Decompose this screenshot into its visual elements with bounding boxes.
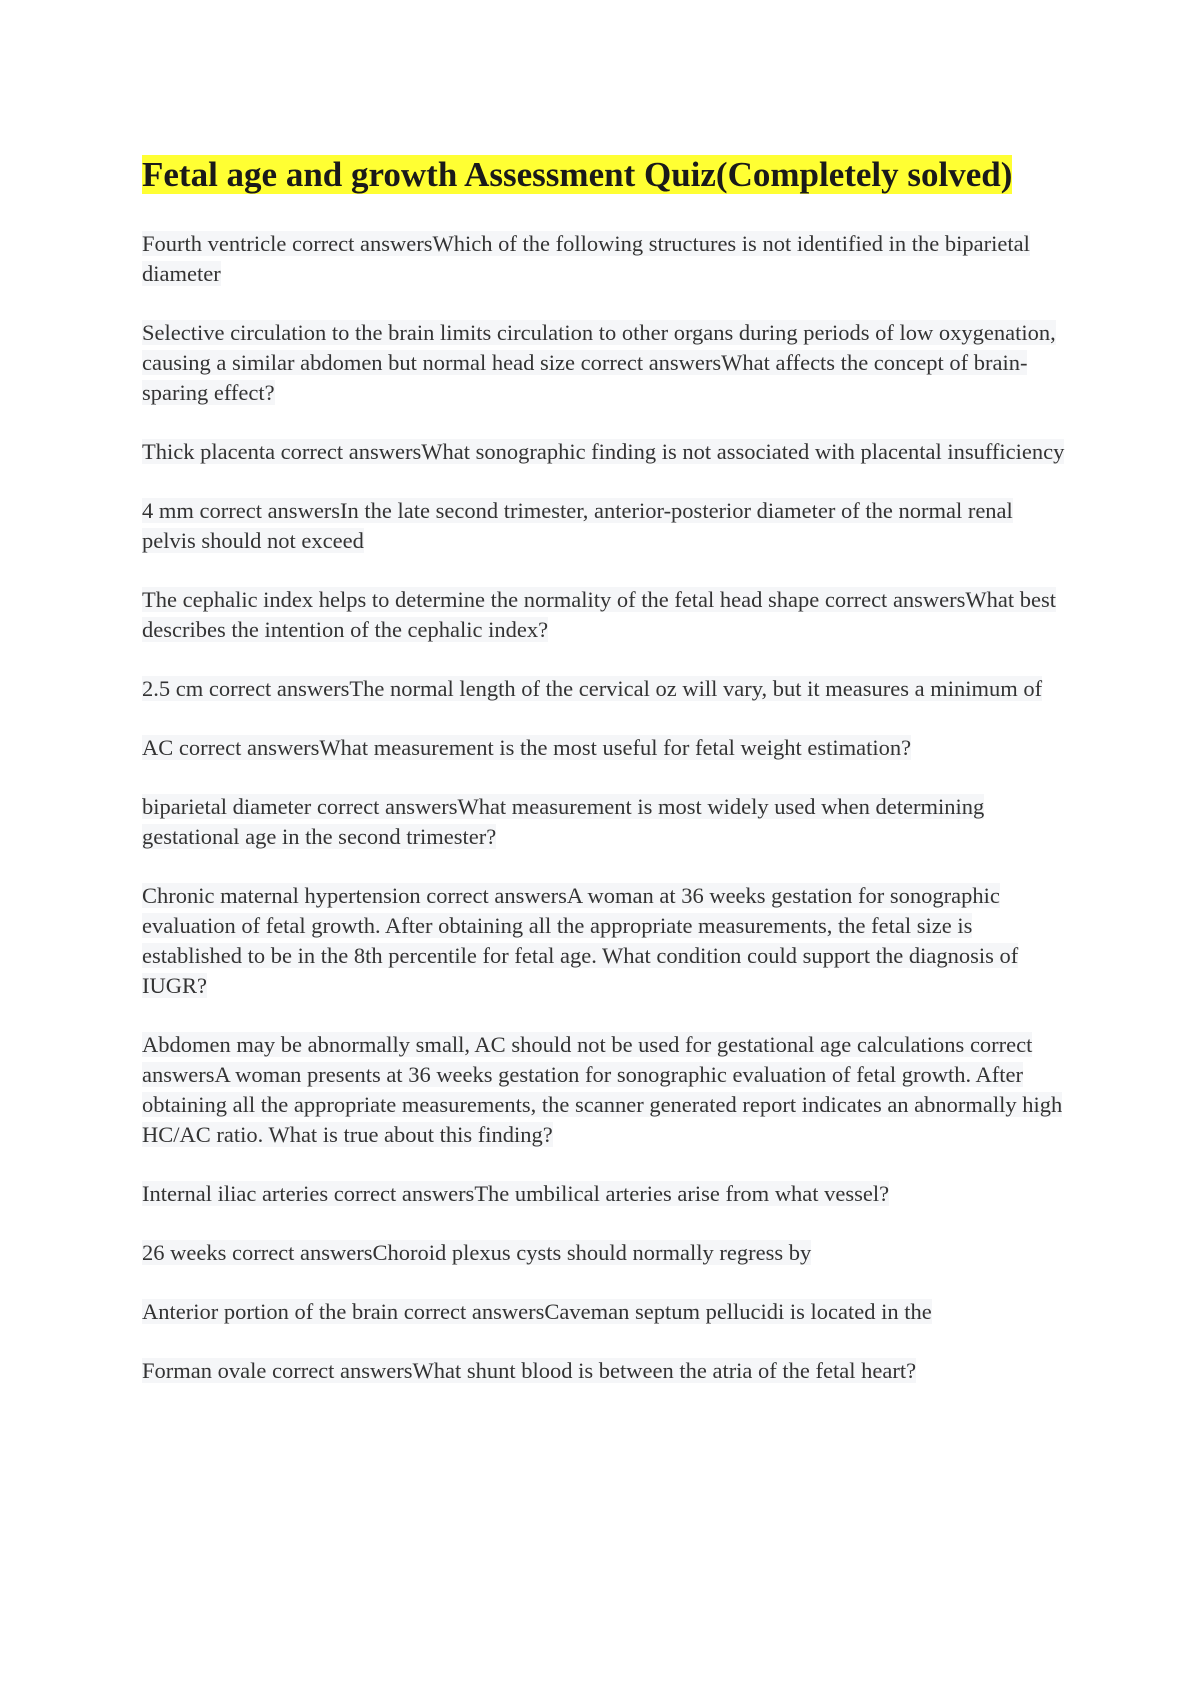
qa-item-text: biparietal diameter correct answersWhat measurement is most widely used when determining gestational age in the second trimester? [142,794,985,849]
qa-item [142,792,1072,852]
qa-item [142,1297,1072,1327]
qa-item [142,585,1072,645]
qa-list [142,229,1072,1386]
qa-item [142,229,1072,289]
qa-item [142,496,1072,556]
qa-item-text: Chronic maternal hypertension correct answersA woman at 36 weeks gestation for sonographic evaluation of fetal growth. After obtaining all the appropriate measurements, the fetal size is established to be in the 8th percentile for fetal age. What condition could support the diagnosis of IUGR? [142,883,1019,998]
qa-item [142,674,1072,704]
qa-item-text: AC correct answersWhat measurement is the most useful for fetal weight estimation? [142,735,912,760]
qa-item [142,1356,1072,1386]
qa-item [142,1238,1072,1268]
qa-item-text: Internal iliac arteries correct answersThe umbilical arteries arise from what vessel? [142,1181,890,1206]
qa-item [142,1030,1072,1150]
qa-item-text: Forman ovale correct answersWhat shunt blood is between the atria of the fetal heart? [142,1358,917,1383]
qa-item-text: Fourth ventricle correct answersWhich of the following structures is not identified in the biparietal diameter [142,231,1030,286]
qa-item-text: Thick placenta correct answersWhat sonographic finding is not associated with placental insufficiency [142,439,1065,464]
qa-item-text: 4 mm correct answersIn the late second trimester, anterior-posterior diameter of the normal renal pelvis should not exceed [142,498,1013,553]
qa-item [142,733,1072,763]
qa-item-text: 2.5 cm correct answersThe normal length of the cervical oz will vary, but it measures a minimum of [142,676,1043,701]
qa-item [142,437,1072,467]
qa-item [142,1179,1072,1209]
qa-item-text: 26 weeks correct answersChoroid plexus cysts should normally regress by [142,1240,812,1265]
qa-item-text: Anterior portion of the brain correct answersCaveman septum pellucidi is located in the [142,1299,932,1324]
qa-item-text: Selective circulation to the brain limits circulation to other organs during periods of low oxygenation, causing a similar abdomen but normal head size correct answersWhat affects the concept of brain-sparing effect? [142,320,1056,405]
document-page [142,152,1072,1415]
qa-item [142,318,1072,408]
qa-item-text: Abdomen may be abnormally small, AC should not be used for gestational age calculations correct answersA woman presents at 36 weeks gestation for sonographic evaluation of fetal growth. After obtaining all the appropriate measurements, the scanner generated report indicates an abnormally high HC/AC ratio. What is true about this finding? [142,1032,1063,1147]
qa-item [142,881,1072,1001]
qa-item-text: The cephalic index helps to determine the normality of the fetal head shape correct answersWhat best describes the intention of the cephalic index? [142,587,1057,642]
page-title [142,152,1072,197]
page-title-text: Fetal age and growth Assessment Quiz(Completely solved) [142,155,1013,194]
